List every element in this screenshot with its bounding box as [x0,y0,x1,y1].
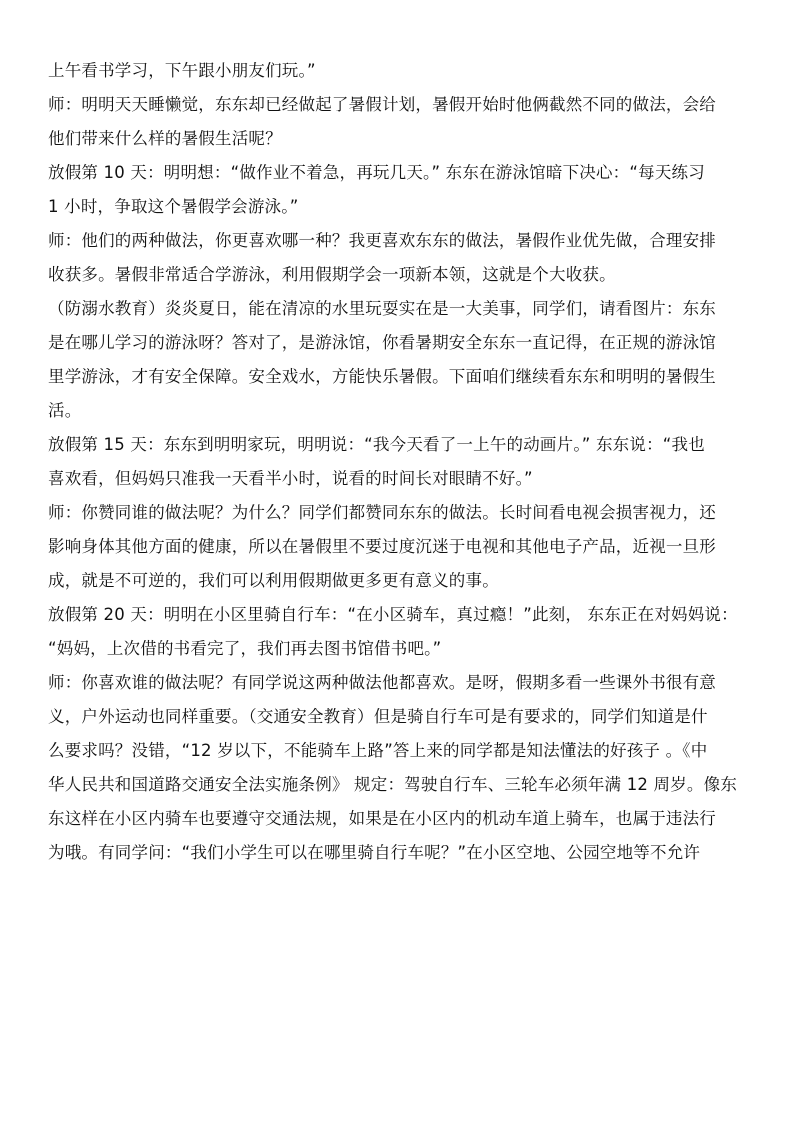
text-line: 师：明明天天睡懒觉，东东却已经做起了暑假计划，暑假开始时他俩截然不同的做法，会给 [48,95,716,114]
text-line: “妈妈，上次借的书看完了，我们再去图书馆借书吧。” [48,639,442,658]
text-line: 师：你喜欢谁的做法呢？有同学说这两种做法他都喜欢。是呀，假期多看一些课外书很有意 [48,673,716,692]
text-line: 是在哪儿学习的游泳呀？答对了，是游泳馆，你看暑期安全东东一直记得，在正规的游泳馆 [48,333,716,352]
text-line: 收获多。暑假非常适合学游泳，利用假期学会一项新本领，这就是个大收获。 [48,265,616,284]
text-line: 义，户外运动也同样重要。（交通安全教育）但是骑自行车可是有要求的，同学们知道是什 [48,707,708,726]
text-line: 师：他们的两种做法，你更喜欢哪一种？我更喜欢东东的做法，暑假作业优先做，合理安排 [48,231,716,250]
text-line: 里学游泳，才有安全保障。安全戏水，方能快乐暑假。下面咱们继续看东东和明明的暑假生 [48,367,716,386]
text-line: 上午看书学习，下午跟小朋友们玩。” [48,61,316,80]
text-line: 放假第 20 天：明明在小区里骑自行车：“在小区骑车，真过瘾！”此刻， 东东正在对妈妈说： [48,605,738,624]
text-line: 师：你赞同谁的做法呢？为什么？同学们都赞同东东的做法。长时间看电视会损害视力，还 [48,503,716,522]
text-line: 东这样在小区内骑车也要遵守交通法规，如果是在小区内的机动车道上骑车，也属于违法行 [48,809,716,828]
text-line: （防溺水教育）炎炎夏日，能在清凉的水里玩耍实在是一大美事，同学们，请看图片：东东 [48,299,716,318]
text-line: 活。 [48,401,82,420]
text-line: 么要求吗？没错，“12 岁以下，不能骑车上路”答上来的同学都是知法懂法的好孩子 。《中 [48,741,708,760]
text-line: 他们带来什么样的暑假生活呢？ [48,129,282,148]
document-body [48,54,748,870]
text-line: 成，就是不可逆的，我们可以利用假期做更多更有意义的事。 [48,571,499,590]
text-line: 华人民共和国道路交通安全法实施条例》 规定：驾驶自行车、三轮车必须年满 12 周岁。像东 [48,775,738,794]
text-line: 为哦。有同学问：“我们小学生可以在哪里骑自行车呢？”在小区空地、公园空地等不允许 [48,843,701,862]
text-line: 1 小时，争取这个暑假学会游泳。” [48,197,299,216]
text-line: 放假第 10 天：明明想：“做作业不着急，再玩几天。” 东东在游泳馆暗下决心：“每天练习 [48,163,705,182]
text-line: 喜欢看，但妈妈只准我一天看半小时，说看的时间长对眼睛不好。” [48,469,533,488]
text-line: 放假第 15 天：东东到明明家玩，明明说：“我今天看了一上午的动画片。” 东东说：“我也 [48,435,705,454]
text-line: 影响身体其他方面的健康，所以在暑假里不要过度沉迷于电视和其他电子产品，近视一旦形 [48,537,716,556]
